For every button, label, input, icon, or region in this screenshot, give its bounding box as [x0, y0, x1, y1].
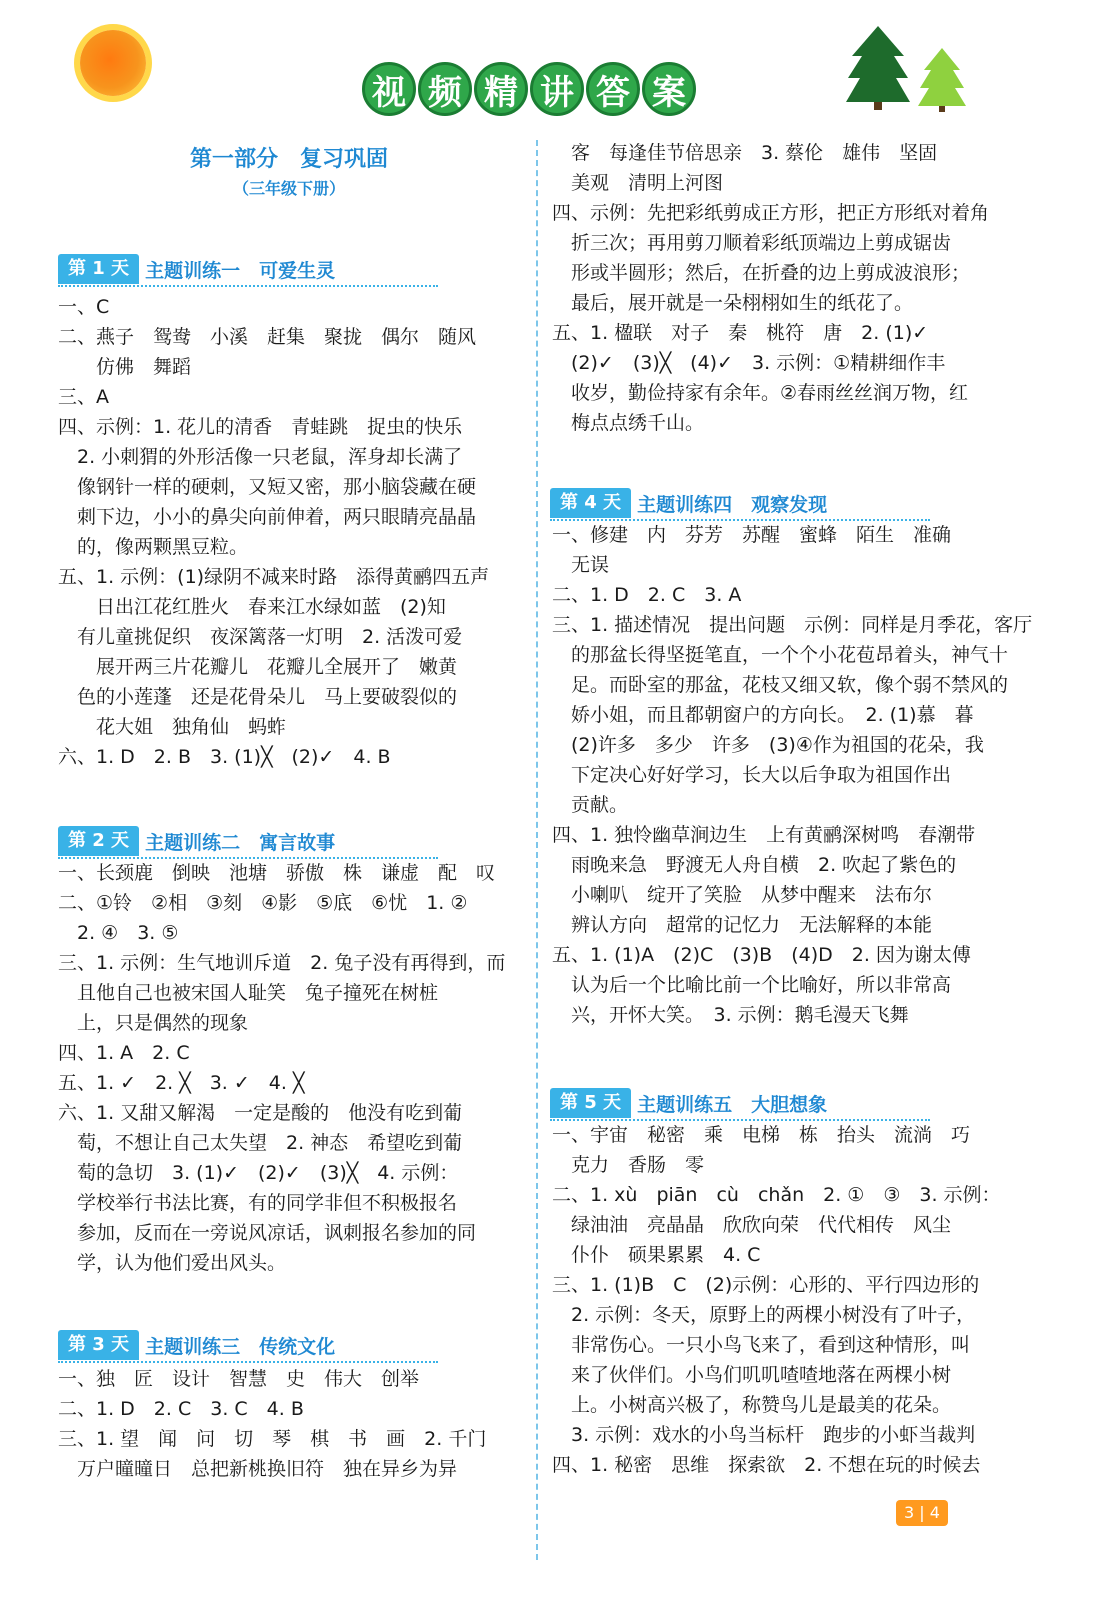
- answer-line: 辨认方向 超常的记忆力 无法解释的本能: [552, 914, 933, 936]
- day-topic: 主题训练一 可爱生灵: [145, 259, 336, 282]
- answer-line: 二、1. D 2. C 3. C 4. B: [58, 1398, 304, 1420]
- answer-line: 美观 清明上河图: [552, 172, 724, 194]
- day-badge: 第 2 天: [58, 826, 139, 856]
- answer-line: 来了伙伴们。小鸟们叽叽喳喳地落在两棵小树: [552, 1364, 952, 1386]
- answer-line: 2. 小刺猬的外形活像一只老鼠，浑身却长满了: [58, 446, 463, 468]
- answer-line: 六、1. D 2. B 3. (1)╳ (2)✓ 4. B: [58, 746, 391, 768]
- answer-line: 无误: [552, 554, 610, 576]
- title-char: 视: [362, 62, 416, 116]
- answer-line: 一、独 匠 设计 智慧 史 伟大 创举: [58, 1368, 420, 1390]
- day-topic: 主题训练五 大胆想象: [637, 1093, 828, 1116]
- answer-line: 上。小树高兴极了，称赞鸟儿是最美的花朵。: [552, 1394, 952, 1416]
- title-char: 频: [418, 62, 472, 116]
- day-1-header: [58, 254, 438, 284]
- answer-line: 足。而卧室的那盆，花枝又细又软，像个弱不禁风的: [552, 674, 1009, 696]
- answer-line: 的，像两颗黑豆粒。: [58, 536, 249, 558]
- answer-line: 萄的急切 3. (1)✓ (2)✓ (3)╳ 4. 示例：: [58, 1162, 459, 1184]
- answer-line: 梅点点绣千山。: [552, 412, 705, 434]
- answer-line: 四、1. A 2. C: [58, 1042, 190, 1064]
- answer-line: 日出江花红胜火 春来江水绿如蓝 (2)知: [58, 596, 446, 618]
- answer-line: 四、示例：先把彩纸剪成正方形，把正方形纸对着角: [552, 202, 990, 224]
- answer-line: 四、示例：1. 花儿的清香 青蛙跳 捉虫的快乐: [58, 416, 463, 438]
- title-char: 讲: [530, 62, 584, 116]
- answer-line: 收岁，勤俭持家有余年。②春雨丝丝润万物，红: [552, 382, 969, 404]
- answer-line: 雨晚来急 野渡无人舟自横 2. 吹起了紫色的: [552, 854, 957, 876]
- answer-line: 克力 香肠 零: [552, 1154, 705, 1176]
- answer-line: 一、长颈鹿 倒映 池塘 骄傲 株 谦虚 配 叹: [58, 862, 496, 884]
- column-divider: [536, 140, 538, 1560]
- answer-line: 娇小姐，而且都朝窗户的方向长。 2. (1)慕 暮: [552, 704, 974, 726]
- title-char: 案: [642, 62, 696, 116]
- page-number: 3 | 4: [896, 1500, 948, 1526]
- answer-line: 二、①铃 ②相 ③刻 ④影 ⑤底 ⑥忧 1. ②: [58, 892, 468, 914]
- answer-line: 2. 示例：冬天，原野上的两棵小树没有了叶子，: [552, 1304, 976, 1326]
- day-1-answers: [58, 292, 520, 772]
- answer-line: 一、修建 内 芬芳 苏醒 蜜蜂 陌生 准确: [552, 524, 952, 546]
- day-3-answers: [58, 1364, 520, 1484]
- pine-tree-light-icon: [918, 48, 966, 112]
- answer-line: 上，只是偶然的现象: [58, 1012, 249, 1034]
- answer-line: 有儿童挑促织 夜深篱落一灯明 2. 活泼可爱: [58, 626, 463, 648]
- answer-line: 2. ④ 3. ⑤: [58, 922, 179, 944]
- answer-line: 一、C: [58, 296, 110, 318]
- sun-icon: [80, 30, 146, 96]
- answer-line: 兴，开怀大笑。 3. 示例：鹅毛漫天飞舞: [552, 1004, 909, 1026]
- answer-line: 认为后一个比喻比前一个比喻好，所以非常高: [552, 974, 952, 996]
- answer-line: 学校举行书法比赛，有的同学非但不积极报名: [58, 1192, 458, 1214]
- answer-line: (2)许多 多少 许多 (3)④作为祖国的花朵，我: [552, 734, 984, 756]
- answer-line: 万户曈曈日 总把新桃换旧符 独在异乡为异: [58, 1458, 458, 1480]
- day-2-header: [58, 826, 438, 856]
- answer-line: 三、1. 望 闻 问 切 琴 棋 书 画 2. 千门: [58, 1428, 487, 1450]
- answer-line: 二、1. D 2. C 3. A: [552, 584, 742, 606]
- answer-line: 四、1. 秘密 思维 探索欲 2. 不想在玩的时候去: [552, 1454, 981, 1476]
- day-3-answers-continued: [552, 138, 1020, 438]
- answer-line: 刺下边，小小的鼻尖向前伸着，两只眼睛亮晶晶: [58, 506, 477, 528]
- answer-line: (2)✓ (3)╳ (4)✓ 3. 示例：①精耕细作丰: [552, 352, 946, 374]
- day-5-header: [550, 1088, 930, 1118]
- answer-line: 五、1. (1)A (2)C (3)B (4)D 2. 因为谢太傅: [552, 944, 971, 966]
- header-underline: [58, 1361, 438, 1363]
- answer-line: 三、1. (1)B C (2)示例：心形的、平行四边形的: [552, 1274, 980, 1296]
- answer-line: 三、1. 示例：生气地训斥道 2. 兔子没有再得到，而: [58, 952, 506, 974]
- day-2-answers: [58, 858, 520, 1278]
- day-badge: 第 5 天: [550, 1088, 631, 1118]
- answer-line: 仆仆 硕果累累 4. C: [552, 1244, 761, 1266]
- answer-line: 形或半圆形；然后，在折叠的边上剪成波浪形；: [552, 262, 971, 284]
- answer-line: 折三次；再用剪刀顺着彩纸顶端边上剪成锯齿: [552, 232, 952, 254]
- answer-line: 的那盆长得坚挺笔直，一个个小花苞昂着头，神气十: [552, 644, 1009, 666]
- answer-line: 最后，展开就是一朵栩栩如生的纸花了。: [552, 292, 914, 314]
- pine-tree-icon: [846, 26, 910, 110]
- answer-line: 三、A: [58, 386, 109, 408]
- answer-line: 像钢针一样的硬刺，又短又密，那小脑袋藏在硬: [58, 476, 477, 498]
- answer-line: 六、1. 又甜又解渴 一定是酸的 他没有吃到葡: [58, 1102, 463, 1124]
- day-topic: 主题训练三 传统文化: [145, 1335, 336, 1358]
- day-badge: 第 4 天: [550, 488, 631, 518]
- page-title: [362, 62, 696, 118]
- day-badge: 第 1 天: [58, 254, 139, 284]
- answer-line: 学，认为他们爱出风头。: [58, 1252, 287, 1274]
- answer-line: 四、1. 独怜幽草涧边生 上有黄鹂深树鸣 春潮带: [552, 824, 976, 846]
- answer-line: 一、宇宙 秘密 乘 电梯 栋 抬头 流淌 巧: [552, 1124, 971, 1146]
- answer-line: 花大姐 独角仙 蚂蚱: [58, 716, 287, 738]
- answer-line: 三、1. 描述情况 提出问题 示例：同样是月季花，客厅: [552, 614, 1033, 636]
- answer-line: 萄，不想让自己太失望 2. 神态 希望吃到葡: [58, 1132, 463, 1154]
- answer-line: 下定决心好好学习，长大以后争取为祖国作出: [552, 764, 952, 786]
- day-4-header: [550, 488, 930, 518]
- answer-line: 客 每逢佳节倍思亲 3. 蔡伦 雄伟 坚固: [552, 142, 938, 164]
- answer-line: 五、1. 示例：(1)绿阴不减来时路 添得黄鹂四五声: [58, 566, 490, 588]
- answer-line: 贡献。: [552, 794, 629, 816]
- part-subtitle: （三年级下册）: [232, 179, 345, 198]
- day-3-header: [58, 1330, 438, 1360]
- answer-line: 参加，反而在一旁说风凉话，讽刺报名参加的同: [58, 1222, 477, 1244]
- answer-line: 仿佛 舞蹈: [58, 356, 192, 378]
- header-underline: [58, 285, 438, 287]
- answer-line: 五、1. ✓ 2. ╳ 3. ✓ 4. ╳: [58, 1072, 305, 1094]
- title-char: 精: [474, 62, 528, 116]
- day-4-answers: [552, 520, 1033, 1030]
- title-char: 答: [586, 62, 640, 116]
- day-topic: 主题训练四 观察发现: [637, 493, 828, 516]
- day-5-answers: [552, 1120, 1020, 1480]
- answer-line: 二、燕子 鸳鸯 小溪 赶集 聚拢 偶尔 随风: [58, 326, 477, 348]
- day-topic: 主题训练二 寓言故事: [145, 831, 336, 854]
- answer-line: 3. 示例：戏水的小鸟当标杆 跑步的小虾当裁判: [552, 1424, 976, 1446]
- answer-line: 绿油油 亮晶晶 欣欣向荣 代代相传 风尘: [552, 1214, 952, 1236]
- answer-line: 五、1. 楹联 对子 秦 桃符 唐 2. (1)✓: [552, 322, 929, 344]
- answer-line: 二、1. xù piān cù chǎn 2. ① ③ 3. 示例：: [552, 1184, 1001, 1206]
- part-title: 第一部分 复习巩固: [189, 147, 388, 172]
- answer-line: 非常伤心。一只小鸟飞来了，看到这种情形，叫: [552, 1334, 971, 1356]
- answer-line: 且他自己也被宋国人耻笑 兔子撞死在树桩: [58, 982, 439, 1004]
- day-badge: 第 3 天: [58, 1330, 139, 1360]
- answer-line: 小喇叭 绽开了笑脸 从梦中醒来 法布尔: [552, 884, 933, 906]
- answer-line: 色的小莲蓬 还是花骨朵儿 马上要破裂似的: [58, 686, 458, 708]
- answer-line: 展开两三片花瓣儿 花瓣儿全展开了 嫩黄: [58, 656, 458, 678]
